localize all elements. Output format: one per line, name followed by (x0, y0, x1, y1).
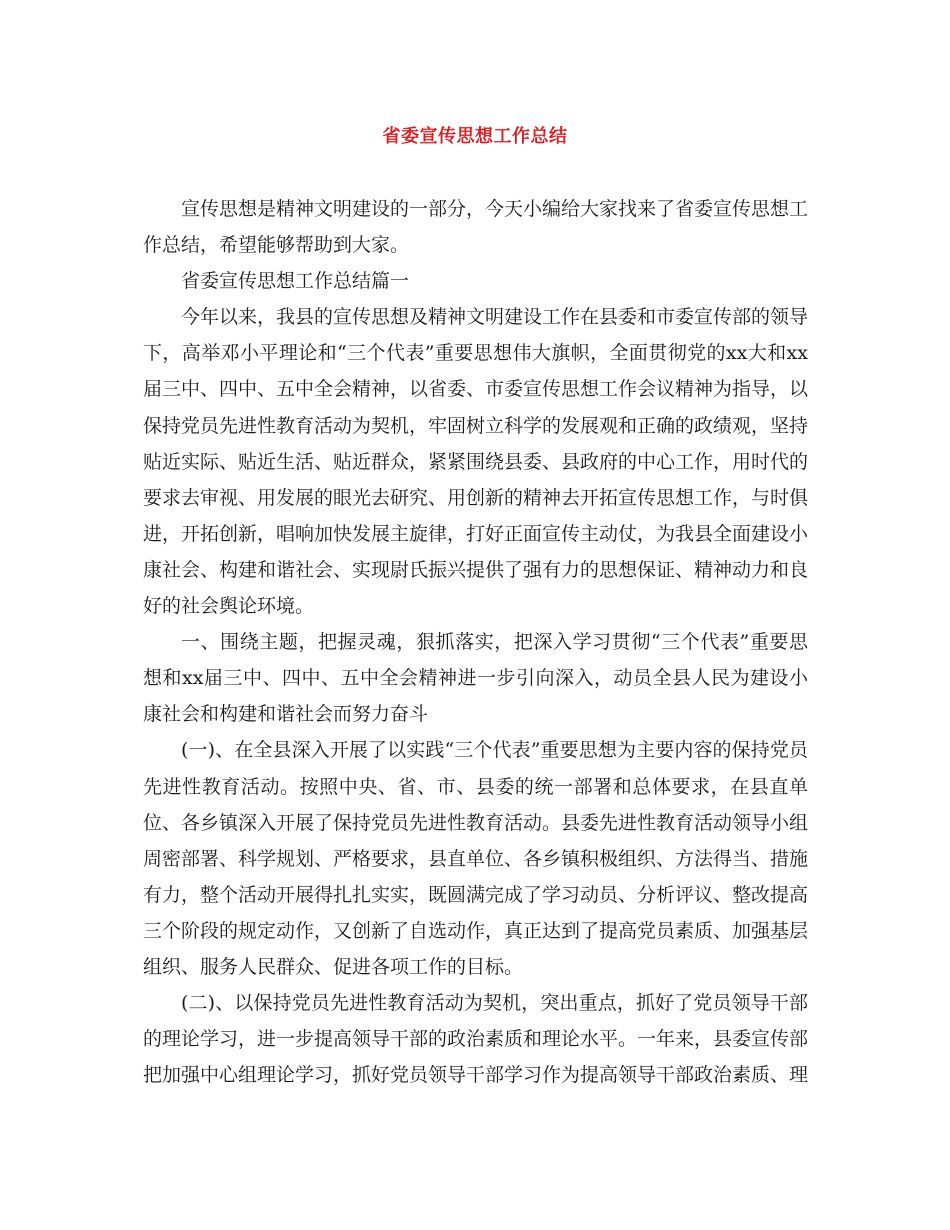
body-paragraph: (一)、在全县深入开展了以实践“三个代表”重要思想为主要内容的保持党员先进性教育活动。按照中央、省、市、县委的统一部署和总体要求，在县直单位、各乡镇深入开展了保持党员先进性教育活动。县委先进性教育活动领导小组周密部署、科学规划、严格要求，县直单位、各乡镇积极组织、方法得当、措施有力，整个活动开展得扎扎实实，既圆满完成了学习动员、分析评议、整改提高三个阶段的规定动作，又创新了自选动作，真正达到了提高党员素质、加强基层组织、服务人民群众、促进各项工作的目标。 (143, 739, 809, 978)
document-body (143, 191, 808, 1093)
body-paragraph: 一、围绕主题，把握灵魂，狠抓落实，把深入学习贯彻“三个代表”重要思想和xx届三中、四中、五中全会精神进一步引向深入，动员全县人民为建设小康社会和构建和谐社会而努力奋斗 (143, 631, 808, 726)
intro-paragraph: 宣传思想是精神文明建设的一部分，今天小编给大家找来了省委宣传思想工作总结，希望能够帮助到大家。 (143, 198, 809, 257)
body-paragraph: (二)、以保持党员先进性教育活动为契机，突出重点，抓好了党员领导干部的理论学习，进一步提高领导干部的政治素质和理论水平。一年来，县委宣传部把加强中心组理论学习，抓好党员领导干部学习作为提高领导干部政治素质、理 (143, 992, 809, 1087)
document-title: 省委宣传思想工作总结 (382, 126, 568, 147)
section-heading: 省委宣传思想工作总结篇一 (181, 270, 410, 293)
body-paragraph: 今年以来，我县的宣传思想及精神文明建设工作在县委和市委宣传部的领导下，高举邓小平理论和“三个代表”重要思想伟大旗帜，全面贯彻党的xx大和xx届三中、四中、五中全会精神，以省委、市委宣传思想工作会议精神为指导，以保持党员先进性教育活动为契机，牢固树立科学的发展观和正确的政绩观，坚持贴近实际、贴近生活、贴近群众，紧紧围绕县委、县政府的中心工作，用时代的要求去审视、用发展的眼光去研究、用创新的精神去开拓宣传思想工作，与时俱进，开拓创新，唱响加快发展主旋律，打好正面宣传主动仗，为我县全面建设小康社会、构建和谐社会、实现尉氏振兴提供了强有力的思想保证、精神动力和良好的社会舆论环境。 (143, 306, 809, 618)
